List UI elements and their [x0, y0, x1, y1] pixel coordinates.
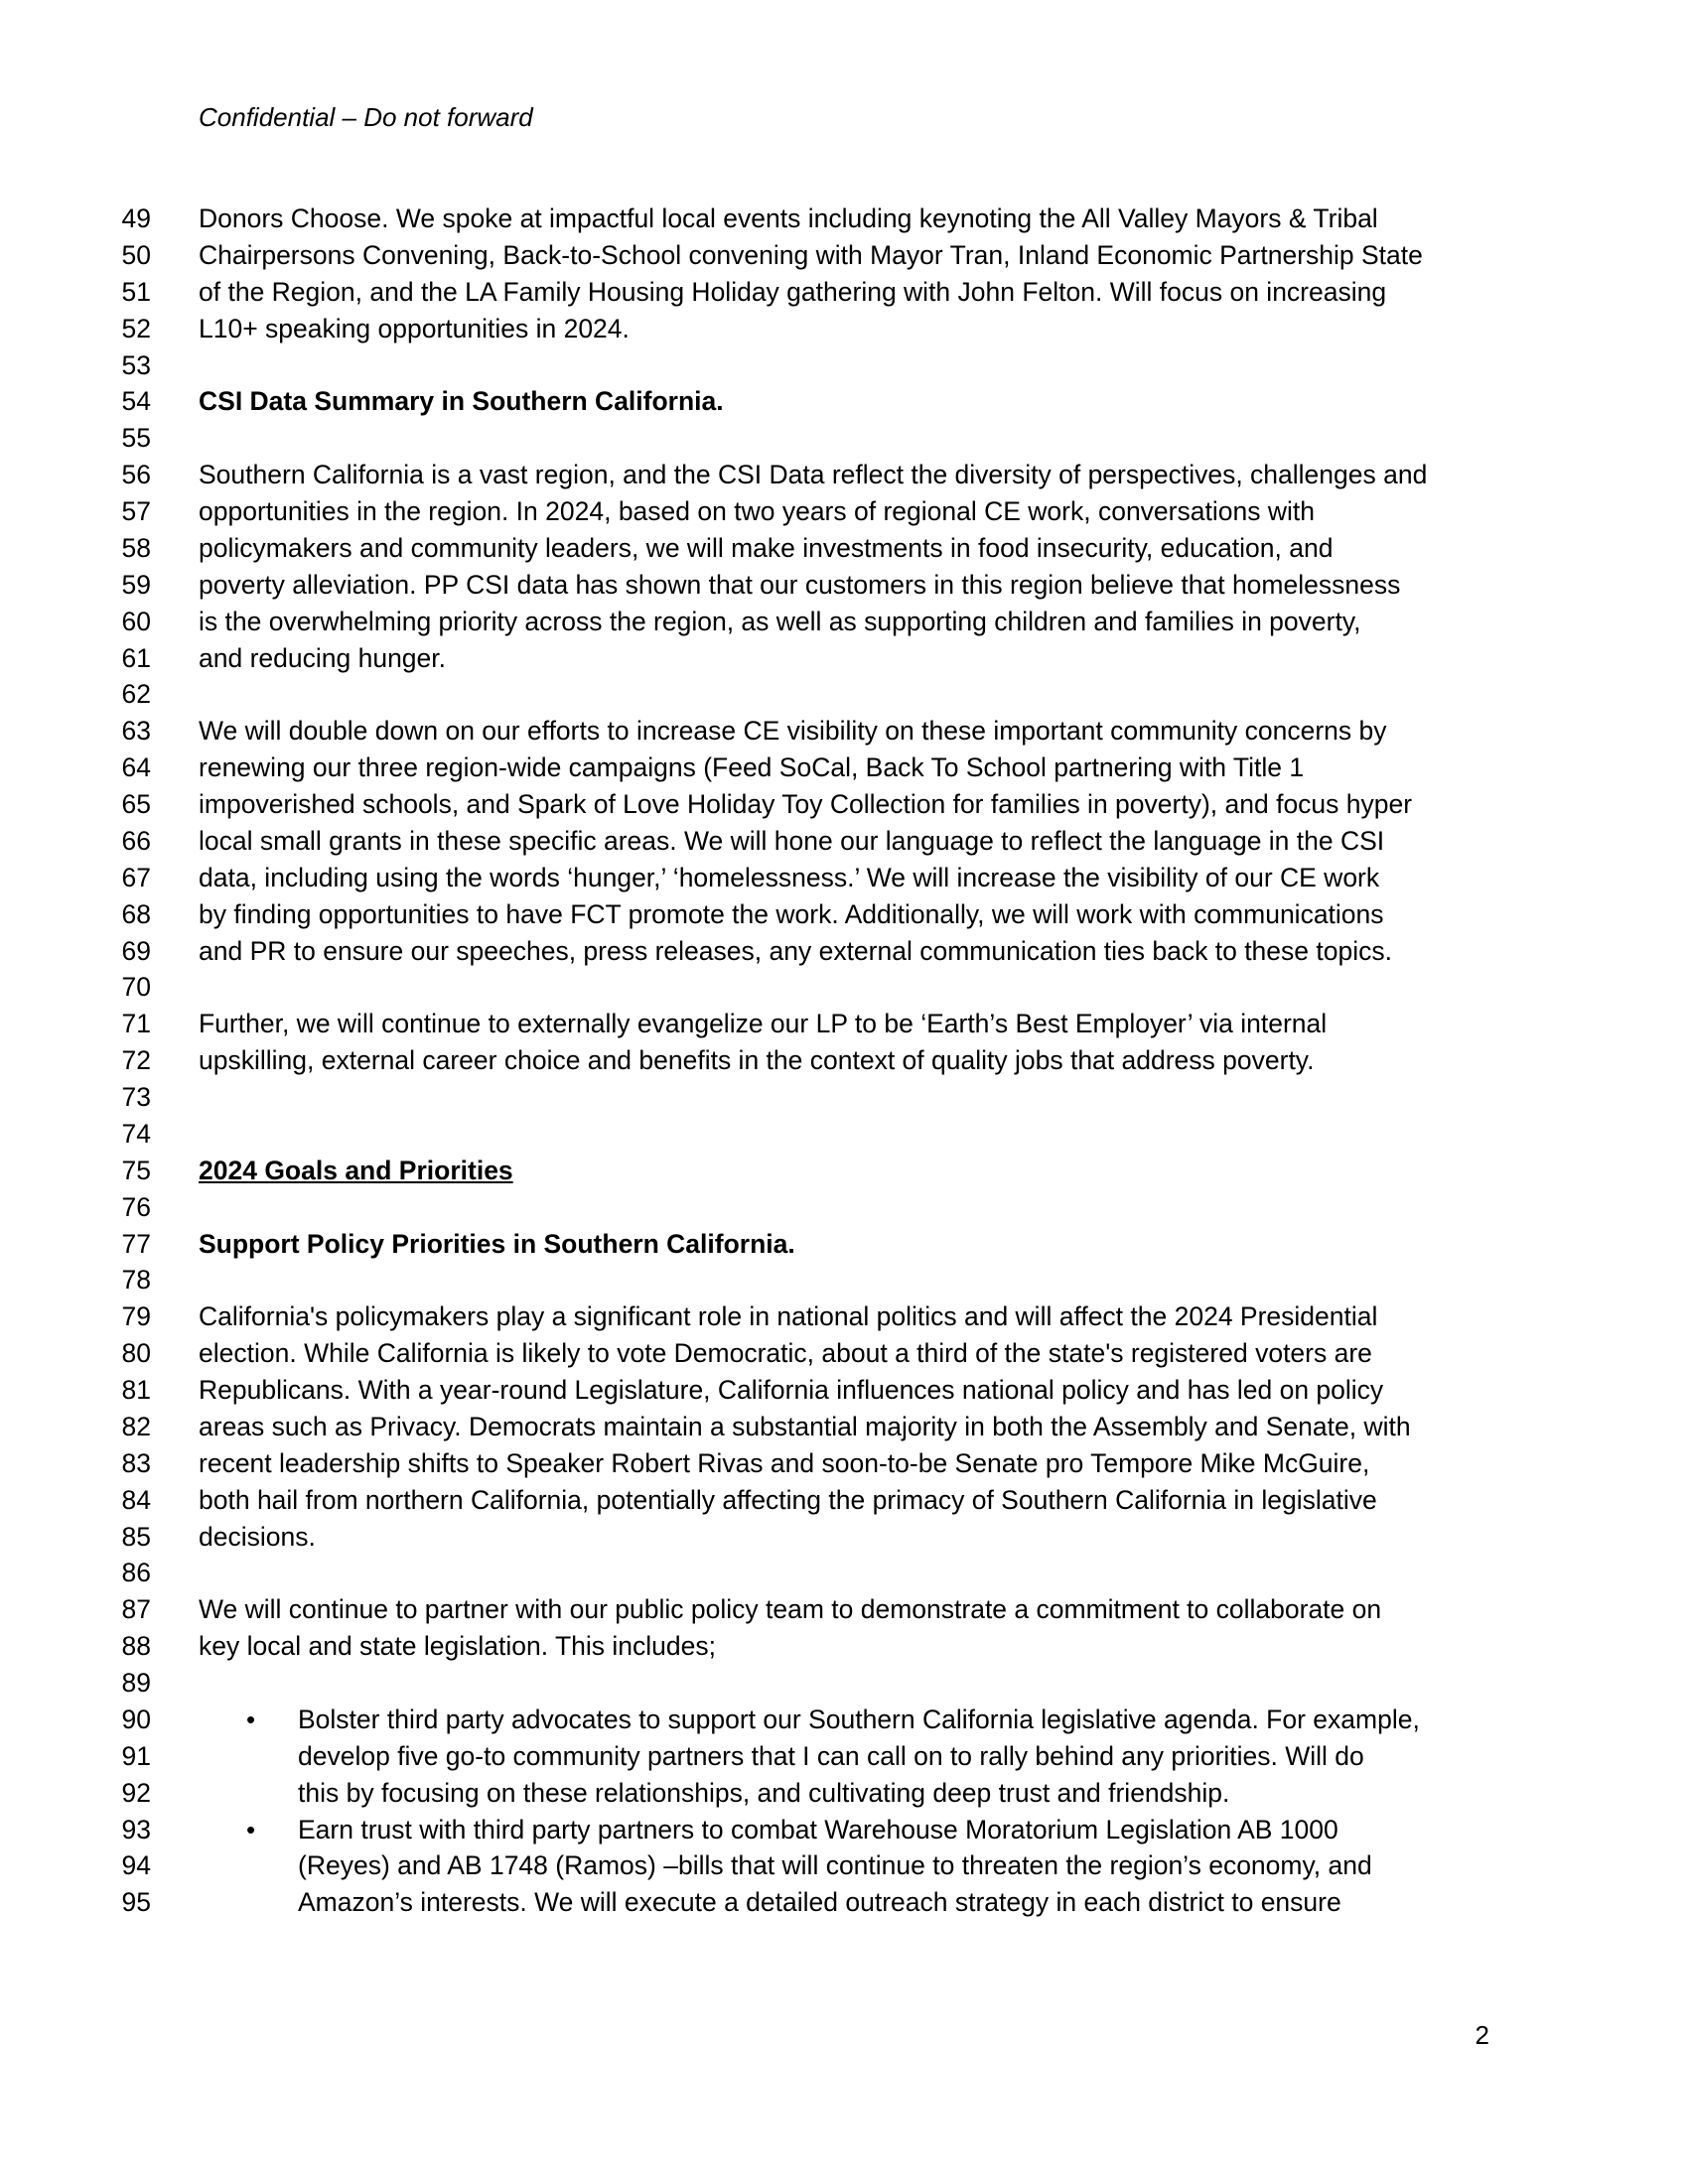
line-number: 84 [121, 1484, 151, 1515]
document-line [0, 1151, 1688, 1187]
document-line [0, 784, 1688, 821]
document-line [0, 1077, 1688, 1114]
line-number: 90 [121, 1704, 151, 1734]
document-line [0, 1517, 1688, 1554]
document-line [0, 199, 1688, 235]
document-line [0, 894, 1688, 931]
line-number: 73 [121, 1082, 151, 1112]
line-number: 89 [121, 1668, 151, 1698]
line-text: renewing our three region-wide campaigns (Feed SoCal, Back To School partnering with Title 1 [199, 752, 1305, 783]
line-number: 78 [121, 1265, 151, 1296]
line-text: We will continue to partner with our public policy team to demonstrate a commitment to collaborate on [199, 1594, 1382, 1625]
document-line [0, 381, 1688, 418]
bullet-text: develop five go-to community partners that I can call on to rally behind any priorities. Will do [298, 1740, 1364, 1771]
line-number: 74 [121, 1118, 151, 1149]
line-text: Further, we will continue to externally evangelize our LP to be ‘Earth’s Best Employer’ via internal [199, 1009, 1328, 1039]
line-number: 62 [121, 679, 151, 710]
line-text: California's policymakers play a significant role in national politics and will affect the 2024 Presidential [199, 1301, 1378, 1332]
line-number: 54 [121, 386, 151, 417]
line-text: decisions. [199, 1521, 316, 1552]
line-text: key local and state legislation. This includes; [199, 1631, 716, 1662]
line-number: 55 [121, 423, 151, 454]
line-text: and PR to ensure our speeches, press releases, any external communication ties back to these topics. [199, 935, 1392, 966]
document-line [0, 1407, 1688, 1443]
document-line [0, 491, 1688, 528]
line-text: both hail from northern California, potentially affecting the primacy of Southern California in legislative [199, 1484, 1377, 1515]
line-text: areas such as Privacy. Democrats maintain a substantial majority in both the Assembly and Senate, with [199, 1411, 1411, 1441]
document-line [0, 602, 1688, 638]
line-number: 58 [121, 532, 151, 563]
line-number: 68 [121, 898, 151, 929]
confidential-header: Confidential – Do not forward [199, 102, 533, 132]
document-line [0, 528, 1688, 565]
document-line [0, 1260, 1688, 1297]
line-number: 95 [121, 1887, 151, 1918]
line-number: 59 [121, 569, 151, 600]
document-line [0, 711, 1688, 748]
document-line [0, 1736, 1688, 1773]
line-text: Chairpersons Convening, Back-to-School convening with Mayor Tran, Inland Economic Partnership State [199, 239, 1423, 270]
document-line [0, 1370, 1688, 1407]
document-line [0, 1773, 1688, 1810]
line-number: 49 [121, 204, 151, 233]
line-text: recent leadership shifts to Speaker Robert Rivas and soon-to-be Senate pro Tempore Mike McGuire, [199, 1447, 1370, 1478]
bullet-text: Bolster third party advocates to support our Southern California legislative agenda. For example, [298, 1704, 1420, 1734]
document-line [0, 1882, 1688, 1919]
line-number: 67 [121, 862, 151, 892]
line-number: 69 [121, 935, 151, 966]
bullet-text: Amazon’s interests. We will execute a detailed outreach strategy in each district to ensure [298, 1887, 1341, 1918]
document-line [0, 272, 1688, 309]
line-number: 50 [121, 239, 151, 270]
line-number: 57 [121, 496, 151, 526]
document-line [0, 1114, 1688, 1151]
document-line [0, 638, 1688, 675]
line-number: 86 [121, 1558, 151, 1588]
line-number: 88 [121, 1631, 151, 1662]
line-text: policymakers and community leaders, we will make investments in food insecurity, education, and [199, 532, 1334, 563]
document-line [0, 1663, 1688, 1700]
section-heading: Support Policy Priorities in Southern California. [199, 1228, 795, 1259]
line-text: Donors Choose. We spoke at impactful local events including keynoting the All Valley Mayors & Tribal [199, 204, 1378, 233]
line-number: 77 [121, 1228, 151, 1259]
line-number: 92 [121, 1777, 151, 1808]
line-number: 64 [121, 752, 151, 783]
section-heading: CSI Data Summary in Southern California. [199, 386, 724, 417]
document-line [0, 674, 1688, 711]
bullet-text: Earn trust with third party partners to combat Warehouse Moratorium Legislation AB 1000 [298, 1814, 1338, 1844]
line-text: poverty alleviation. PP CSI data has shown that our customers in this region believe that homelessness [199, 569, 1401, 600]
line-number: 53 [121, 349, 151, 380]
line-number: 65 [121, 789, 151, 819]
line-text: election. While California is likely to vote Democratic, about a third of the state's registered voters are [199, 1338, 1372, 1369]
document-line [0, 1845, 1688, 1882]
document-line [0, 1626, 1688, 1663]
document-line [0, 821, 1688, 858]
line-text: impoverished schools, and Spark of Love Holiday Toy Collection for families in poverty), and focus hyper [199, 789, 1413, 819]
page-number: 2 [1475, 2020, 1489, 2050]
line-number: 52 [121, 313, 151, 343]
document-line [0, 1443, 1688, 1480]
bullet-icon: • [246, 1704, 256, 1734]
document-line [0, 1333, 1688, 1370]
document-line [0, 565, 1688, 602]
line-text: L10+ speaking opportunities in 2024. [199, 313, 630, 343]
line-text: opportunities in the region. In 2024, based on two years of regional CE work, conversations with [199, 496, 1315, 526]
line-number: 87 [121, 1594, 151, 1625]
line-text: data, including using the words ‘hunger,’ ‘homelessness.’ We will increase the visibility of our CE work [199, 862, 1380, 892]
document-line [0, 1297, 1688, 1333]
document-line [0, 455, 1688, 491]
document-line [0, 1224, 1688, 1261]
document-body [0, 199, 1688, 1919]
document-line [0, 235, 1688, 272]
line-number: 61 [121, 642, 151, 673]
line-text: We will double down on our efforts to increase CE visibility on these important community concerns by [199, 716, 1387, 747]
document-line [0, 1004, 1688, 1040]
line-number: 60 [121, 606, 151, 636]
line-number: 76 [121, 1191, 151, 1222]
line-text: is the overwhelming priority across the region, as well as supporting children and families in poverty, [199, 606, 1361, 636]
document-line [0, 1553, 1688, 1589]
line-number: 83 [121, 1447, 151, 1478]
document-line [0, 1187, 1688, 1224]
document-line [0, 418, 1688, 455]
line-text: upskilling, external career choice and benefits in the context of quality jobs that address poverty. [199, 1045, 1315, 1076]
document-line [0, 1589, 1688, 1626]
document-line [0, 345, 1688, 382]
line-number: 51 [121, 276, 151, 307]
bullet-icon: • [246, 1814, 256, 1844]
line-number: 81 [121, 1375, 151, 1405]
line-text: Republicans. With a year-round Legislature, California influences national policy and has led on policy [199, 1375, 1384, 1405]
line-number: 75 [121, 1155, 151, 1185]
document-line [0, 1480, 1688, 1517]
line-number: 72 [121, 1045, 151, 1076]
line-text: local small grants in these specific areas. We will hone our language to reflect the language in the CSI [199, 825, 1385, 856]
document-line [0, 748, 1688, 784]
line-number: 94 [121, 1850, 151, 1881]
line-number: 91 [121, 1740, 151, 1771]
document-line [0, 309, 1688, 345]
section-title: 2024 Goals and Priorities [199, 1155, 513, 1185]
line-number: 82 [121, 1411, 151, 1441]
line-number: 85 [121, 1521, 151, 1552]
document-line [0, 967, 1688, 1004]
line-number: 63 [121, 716, 151, 747]
line-number: 93 [121, 1814, 151, 1844]
line-number: 56 [121, 460, 151, 490]
document-line [0, 931, 1688, 968]
line-number: 79 [121, 1301, 151, 1332]
line-number: 80 [121, 1338, 151, 1369]
line-number: 70 [121, 972, 151, 1003]
document-line [0, 1810, 1688, 1846]
document-line [0, 1040, 1688, 1077]
line-text: and reducing hunger. [199, 642, 447, 673]
line-text: by finding opportunities to have FCT promote the work. Additionally, we will work with communications [199, 898, 1384, 929]
line-text: of the Region, and the LA Family Housing Holiday gathering with John Felton. Will focus on increasing [199, 276, 1387, 307]
bullet-text: this by focusing on these relationships, and cultivating deep trust and friendship. [298, 1777, 1230, 1808]
document-line [0, 1700, 1688, 1736]
bullet-text: (Reyes) and AB 1748 (Ramos) –bills that will continue to threaten the region’s economy, and [298, 1850, 1372, 1881]
line-number: 66 [121, 825, 151, 856]
line-text: Southern California is a vast region, and the CSI Data reflect the diversity of perspectives, challenges and [199, 460, 1428, 490]
line-number: 71 [121, 1009, 151, 1039]
document-line [0, 858, 1688, 894]
